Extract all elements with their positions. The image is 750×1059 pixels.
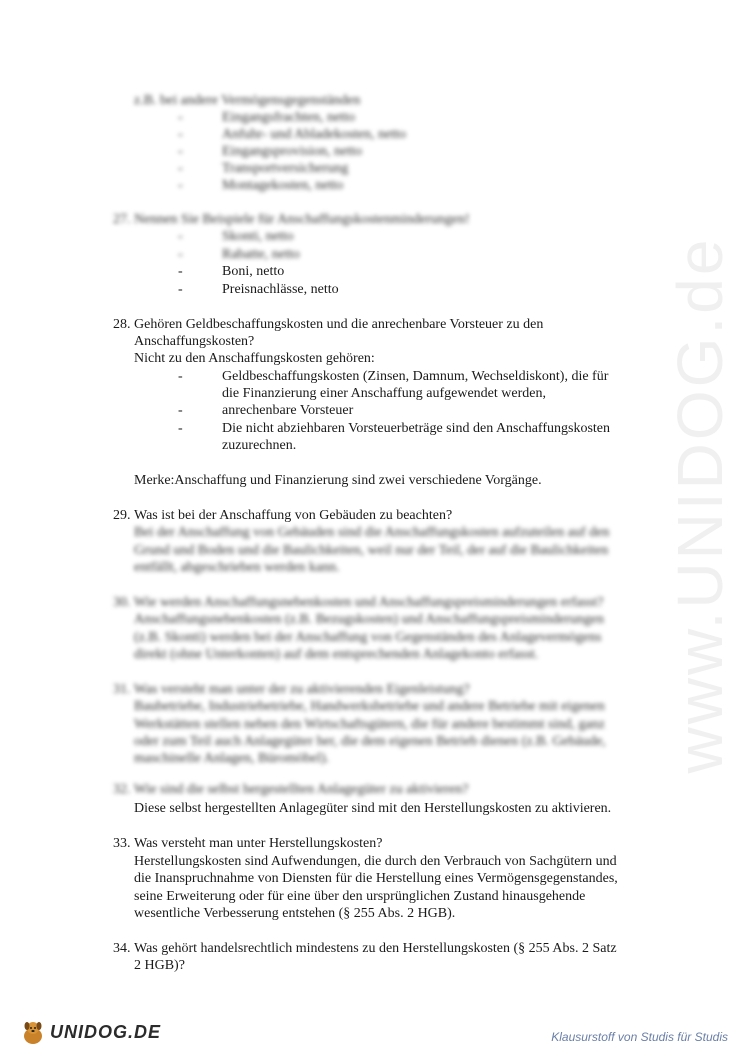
dash: - xyxy=(178,127,183,142)
q28-question-line: Gehören Geldbeschaffungskosten und die anrechenbare Vorsteuer zu den xyxy=(134,317,544,332)
q30-line: Anschaffungsnebenkosten (z.B. Bezugskosten) und Anschaffungspreisminderungen xyxy=(134,612,604,627)
q30-line: (z.B. Skonti) werden bei der Anschaffung von Gegenständen des Anlagevermögens xyxy=(134,630,602,645)
dash: - xyxy=(178,421,183,436)
q33-answer-line: wesentliche Verbesserung entstehen (§ 255 Abs. 2 HGB). xyxy=(134,906,456,921)
q28-number: 28. xyxy=(113,317,131,332)
q28-note: Merke:Anschaffung und Finanzierung sind zwei verschiedene Vorgänge. xyxy=(134,473,542,488)
q30-line: 30. Wie werden Anschaffungsnebenkosten und Anschaffungspreisminderungen erfasst? xyxy=(113,595,604,610)
q28-answer-intro: Nicht zu den Anschaffungskosten gehören: xyxy=(134,351,375,366)
q28-item-line: anrechenbare Vorsteuer xyxy=(222,403,354,418)
intro-item: Eingangsfrachten, netto xyxy=(222,110,355,125)
dog-icon xyxy=(18,1018,48,1048)
q27-item: Preisnachlässe, netto xyxy=(222,282,339,297)
q32-question: 32. Wie sind die selbst hergestellten Anlagegüter zu aktivieren? xyxy=(113,782,469,797)
dash: - xyxy=(178,229,183,244)
footer-tagline: Klausurstoff von Studis für Studis xyxy=(551,1030,728,1044)
q28-item-line: zuzurechnen. xyxy=(222,438,297,453)
q33-answer-line: seine Erweiterung oder für eine über den ursprünglichen Zustand hinausgehende xyxy=(134,889,586,904)
q31-line: oder zum Teil auch Anlagegüter her, die dem eigenen Betrieb dienen (z.B. Gebäude, xyxy=(134,734,606,749)
dash: - xyxy=(178,144,183,159)
q33-number: 33. xyxy=(113,836,131,851)
q28-item-line: Die nicht abziehbaren Vorsteuerbeträge sind den Anschaffungskosten xyxy=(222,421,611,436)
intro-heading: z.B. bei andere Vermögensgegenständen xyxy=(134,93,361,108)
q31-line: 31. Was versteht man unter der zu aktivierenden Eigenleistung? xyxy=(113,682,470,697)
intro-item: Eingangsprovision, netto xyxy=(222,144,362,159)
watermark xyxy=(655,236,745,774)
dash: - xyxy=(178,264,183,279)
q33-answer-line: Herstellungskosten sind Aufwendungen, die durch den Verbrauch von Sachgütern und xyxy=(134,854,617,869)
q31-line: Werkstätten stellen neben den Wirtschaftsgütern, die für andere bestimmt sind, ganz xyxy=(134,717,605,732)
q27-item: Boni, netto xyxy=(222,264,285,279)
q33-question: Was versteht man unter Herstellungskosten? xyxy=(134,836,383,851)
intro-item: Montagekosten, netto xyxy=(222,178,344,193)
watermark-text: www.UNIDOG.de xyxy=(664,236,736,774)
q34-question-line: Was gehört handelsrechtlich mindestens zu den Herstellungskosten (§ 255 Abs. 2 Satz xyxy=(134,941,617,956)
q27-item: Rabatte, netto xyxy=(222,247,300,262)
dash: - xyxy=(178,178,183,193)
dash: - xyxy=(178,282,183,297)
logo-text: UNIDOG.DE xyxy=(50,1022,162,1042)
q32-answer: Diese selbst hergestellten Anlagegüter sind mit den Herstellungskosten zu aktivieren. xyxy=(134,801,612,816)
q27-item: Skonti, netto xyxy=(222,229,294,244)
q28-item-line: die Finanzierung einer Anschaffung aufgewendet werden, xyxy=(222,386,546,401)
q31-line: Baubetriebe, Industriebetriebe, Handwerksbetriebe und andere Betriebe mit eigenen xyxy=(134,699,605,714)
intro-item: Transportversicherung xyxy=(222,161,349,176)
dash: - xyxy=(178,247,183,262)
q29-answer-line: Bei der Anschaffung von Gebäuden sind die Anschaffungskosten aufzuteilen auf den xyxy=(134,525,610,540)
q29-question: Was ist bei der Anschaffung von Gebäuden zu beachten? xyxy=(134,508,453,523)
q31-line: maschinelle Anlagen, Büromöbel). xyxy=(134,751,330,766)
dash: - xyxy=(178,369,183,384)
dash: - xyxy=(178,161,183,176)
q28-item-line: Geldbeschaffungskosten (Zinsen, Damnum, Wechseldiskont), die für xyxy=(222,369,609,384)
q29-answer-line: entfällt, abgeschrieben werden kann. xyxy=(134,560,340,575)
unidog-logo[interactable] xyxy=(18,1018,168,1048)
dash: - xyxy=(178,110,183,125)
q28-question-line: Anschaffungskosten? xyxy=(134,334,255,349)
dash: - xyxy=(178,403,183,418)
q33-answer-line: die Inanspruchnahme von Diensten für die Herstellung eines Vermögensgegenstandes, xyxy=(134,871,618,886)
q27-question: 27. Nennen Sie Beispiele für Anschaffungskostenminderungen! xyxy=(113,212,470,227)
intro-item: Anfuhr- und Abladekosten, netto xyxy=(222,127,407,142)
q29-number: 29. xyxy=(113,508,131,523)
q29-answer-line: Grund und Boden und die Baulichkeiten, weil nur der Teil, der auf die Baulichkeiten xyxy=(134,543,609,558)
q34-number: 34. xyxy=(113,941,131,956)
q34-question-line: 2 HGB)? xyxy=(134,958,185,973)
q30-line: direkt (ohne Unterkonten) auf dem entsprechenden Anlagekonto erfasst. xyxy=(134,647,539,662)
